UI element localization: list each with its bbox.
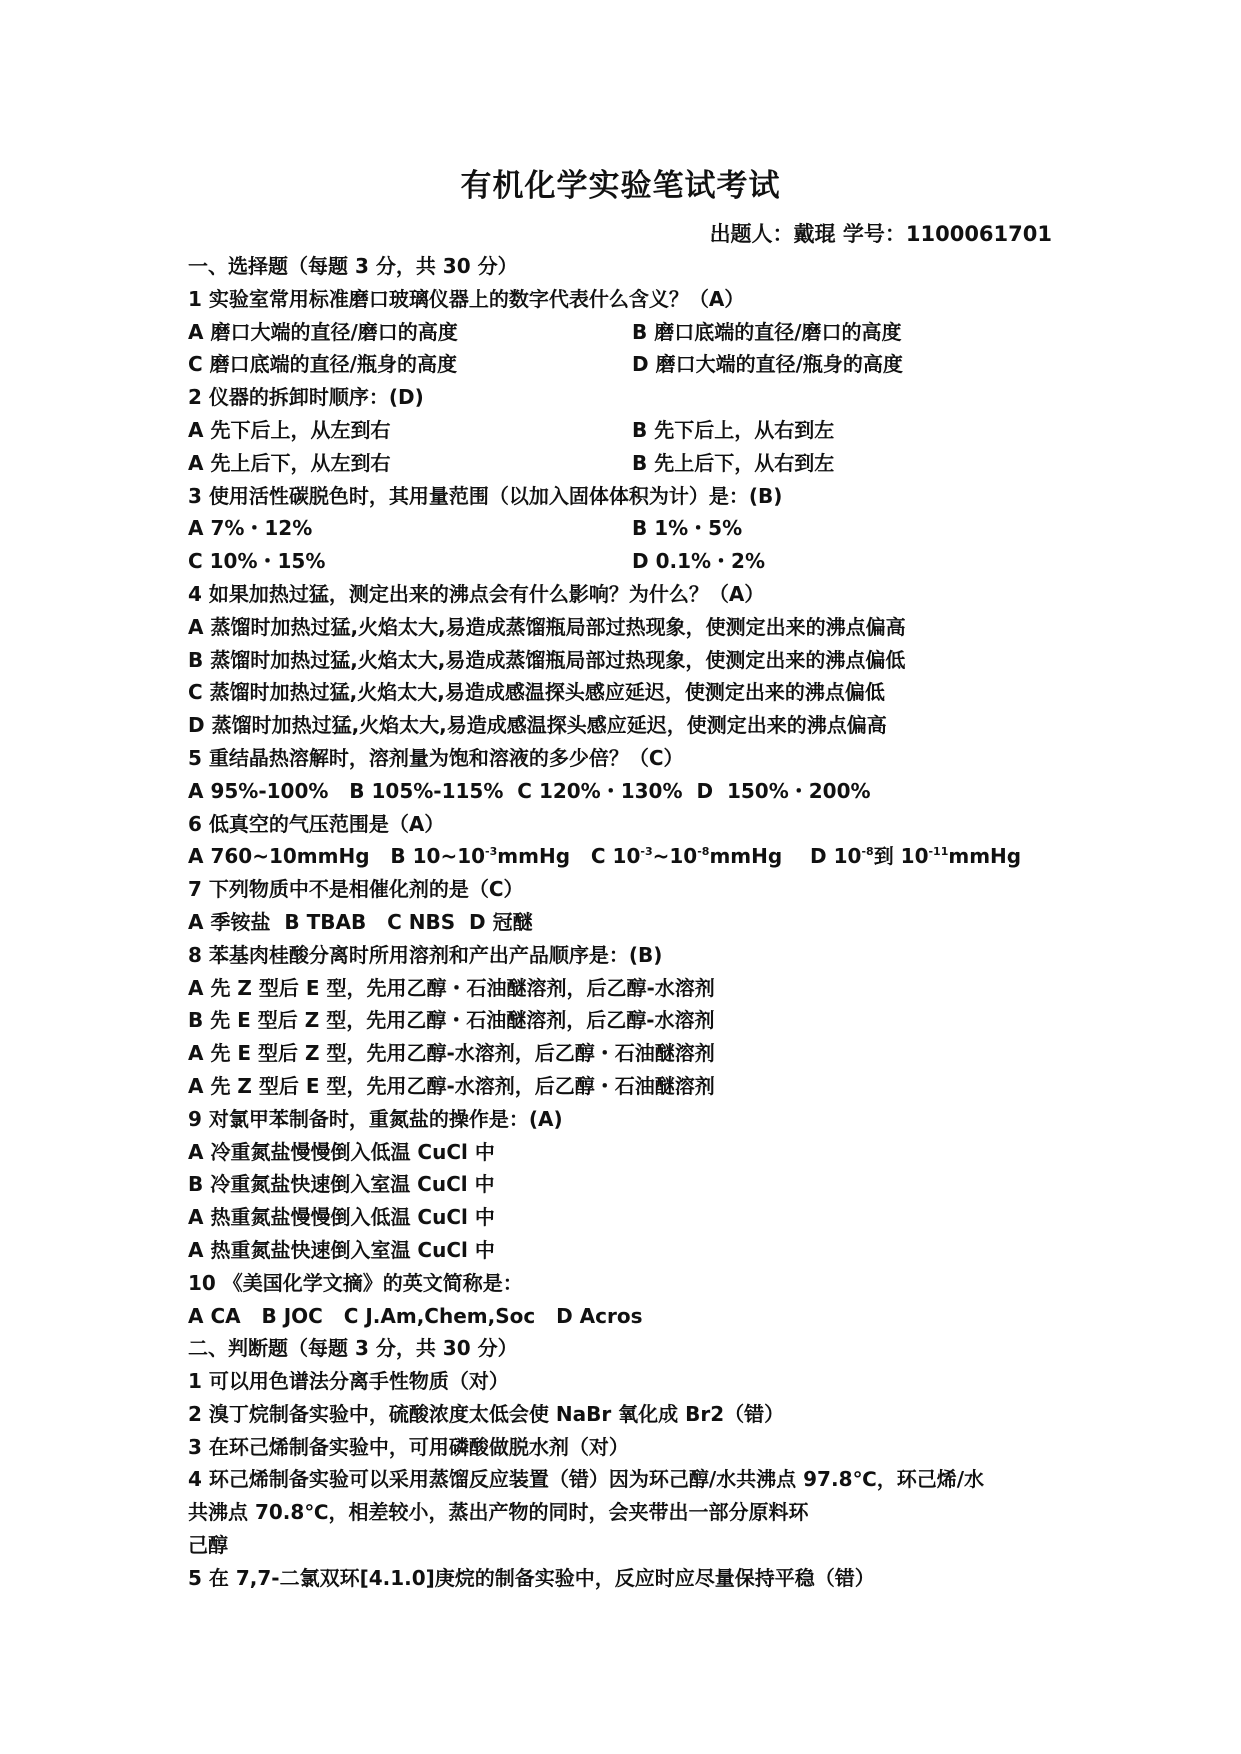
option: B $10\sim 10^{-3}mmHg$: [390, 844, 571, 869]
option: B 先 E 型后 Z 型，先用乙醇・石油醚溶剂，后乙醇-水溶剂: [188, 1008, 715, 1033]
option: A 热重氮盐快速倒入室温 CuCl 中: [188, 1237, 495, 1262]
option: C 蒸馏时加热过猛,火焰太大,易造成感温探头感应延迟，使测定出来的沸点偏低: [188, 680, 885, 705]
question-stem: 3 使用活性碳脱色时，其用量范围（以加入固体体积为计）是：(B): [188, 483, 783, 508]
option: D 蒸馏时加热过猛,火焰太大,易造成感温探头感应延迟，使测定出来的沸点偏高: [188, 713, 887, 738]
option: A 先 E 型后 Z 型，先用乙醇-水溶剂，后乙醇・石油醚溶剂: [188, 1041, 715, 1066]
option-row: [188, 447, 1068, 480]
option: C $10^{-3}\sim 10^{-8}mmHg$: [590, 844, 783, 869]
question-stem: 4 如果加热过猛，测定出来的沸点会有什么影响？为什么？（A）: [188, 581, 765, 606]
option: B 先下后上，从右到左: [632, 417, 835, 442]
option-row: A CA B JOC C J.Am,Chem,Soc D Acros: [188, 1303, 643, 1328]
option: A 热重氮盐慢慢倒入低温 CuCl 中: [188, 1205, 495, 1230]
option: B 磨口底端的直径/磨口的高度: [632, 319, 902, 344]
judgment-item: 4 环己烯制备实验可以采用蒸馏反应装置（错）因为环己醇/水共沸点 97.8℃，环己烯/水: [188, 1467, 985, 1492]
question-stem: 10 《美国化学文摘》的英文简称是：: [188, 1270, 523, 1295]
option: C 10%・15%: [188, 549, 326, 574]
page-title: 有机化学实验笔试考试: [460, 168, 781, 204]
judgment-item-continued: 共沸点 70.8℃，相差较小，蒸出产物的同时，会夹带出一部分原料环: [188, 1500, 809, 1525]
option: A 先 Z 型后 E 型，先用乙醇・石油醚溶剂，后乙醇-水溶剂: [188, 975, 715, 1000]
option: B 1%・5%: [632, 516, 743, 541]
question-stem: 9 对氯甲苯制备时，重氮盐的操作是：(A): [188, 1106, 563, 1131]
question-stem: 2 仪器的拆卸时顺序：(D): [188, 385, 424, 410]
option: B 冷重氮盐快速倒入室温 CuCl 中: [188, 1172, 495, 1197]
section-heading: 一、选择题（每题 3 分，共 30 分）: [188, 254, 518, 278]
question-stem: 5 重结晶热溶解时，溶剂量为饱和溶液的多少倍？（C）: [188, 745, 684, 770]
judgment-item-continued: 己醇: [188, 1533, 228, 1558]
option: D 磨口大端的直径/瓶身的高度: [632, 352, 903, 377]
option: D $10^{-8}$到 $10^{-11}mmHg$: [810, 844, 1022, 869]
option-row: A 季铵盐 B TBAB C NBS D 冠醚: [188, 909, 533, 934]
exam-body: [188, 250, 1068, 1595]
option: A 先 Z 型后 E 型，先用乙醇-水溶剂，后乙醇・石油醚溶剂: [188, 1073, 715, 1098]
option: A 磨口大端的直径/磨口的高度: [188, 319, 458, 344]
option: C 磨口底端的直径/瓶身的高度: [188, 352, 457, 377]
option: A 蒸馏时加热过猛,火焰太大,易造成蒸馏瓶局部过热现象，使测定出来的沸点偏高: [188, 614, 906, 639]
option: D 0.1%・2%: [632, 549, 765, 574]
option: B 先上后下，从右到左: [632, 450, 835, 475]
judgment-item: 3 在环己烯制备实验中，可用磷酸做脱水剂（对）: [188, 1434, 629, 1459]
option: A 760~10mmHg: [188, 844, 370, 869]
option-row: [188, 316, 1068, 349]
option-row: [188, 545, 1068, 578]
option-row: [188, 414, 1068, 447]
judgment-item: 1 可以用色谱法分离手性物质（对）: [188, 1369, 509, 1394]
question-stem: 1 实验室常用标准磨口玻璃仪器上的数字代表什么含义？（A）: [188, 286, 745, 311]
option: A 先下后上，从左到右: [188, 417, 391, 442]
judgment-item: 2 溴丁烷制备实验中，硫酸浓度太低会使 NaBr 氧化成 Br2（错）: [188, 1401, 785, 1426]
option-row: [188, 348, 1068, 381]
question-stem: 7 下列物质中不是相催化剂的是（C）: [188, 877, 524, 902]
question-stem: 6 低真空的气压范围是（A）: [188, 811, 445, 836]
option: A 冷重氮盐慢慢倒入低温 CuCl 中: [188, 1139, 495, 1164]
question-stem: 8 苯基肉桂酸分离时所用溶剂和产出产品顺序是：(B): [188, 942, 663, 967]
judgment-item: 5 在 7,7-二氯双环[4.1.0]庚烷的制备实验中，反应时应尽量保持平稳（错）: [188, 1565, 875, 1590]
option-row: [188, 840, 1068, 873]
author-line: 出题人：戴琨 学号：1100061701: [709, 222, 1052, 246]
option-row: A 95%-100% B 105%-115% C 120%・130% D 150%・200%: [188, 778, 871, 803]
option-row: [188, 512, 1068, 545]
option: A 7%・12%: [188, 516, 313, 541]
option: A 先上后下，从左到右: [188, 450, 391, 475]
option: B 蒸馏时加热过猛,火焰太大,易造成蒸馏瓶局部过热现象，使测定出来的沸点偏低: [188, 647, 906, 672]
section-heading: 二、判断题（每题 3 分，共 30 分）: [188, 1336, 518, 1361]
